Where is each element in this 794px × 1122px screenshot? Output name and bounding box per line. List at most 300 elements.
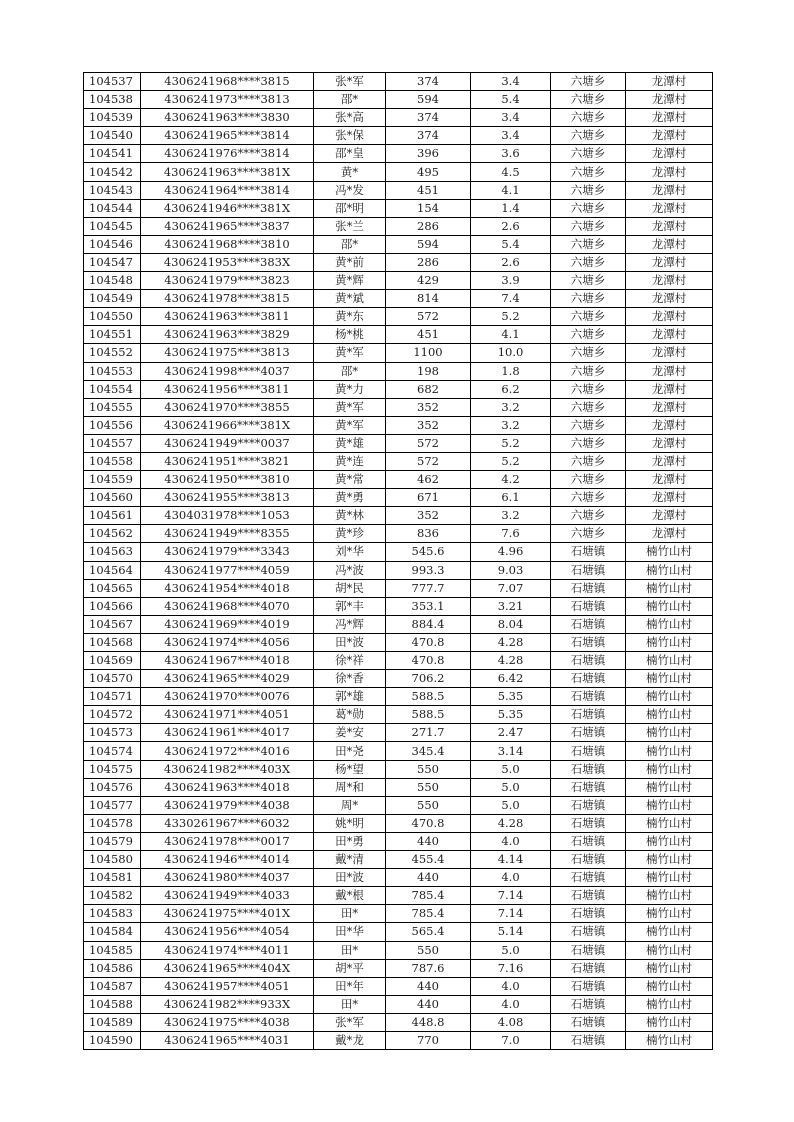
village-cell: 龙潭村 [626, 163, 713, 181]
amount-cell: 814 [386, 290, 471, 308]
table-body [84, 73, 713, 1050]
table-row [84, 633, 713, 651]
name-cell: 黄*珍 [314, 525, 386, 543]
table-row [84, 489, 713, 507]
table-row [84, 380, 713, 398]
township-cell: 石塘镇 [551, 706, 626, 724]
village-cell: 楠竹山村 [626, 778, 713, 796]
table-row [84, 760, 713, 778]
amount-cell: 286 [386, 217, 471, 235]
row-id-cell: 104570 [84, 670, 141, 688]
id-number-cell: 4306241979****3823 [141, 272, 314, 290]
township-cell: 石塘镇 [551, 796, 626, 814]
area-cell: 8.04 [471, 615, 551, 633]
row-id-cell: 104547 [84, 253, 141, 271]
name-cell: 张*兰 [314, 217, 386, 235]
village-cell: 龙潭村 [626, 308, 713, 326]
amount-cell: 271.7 [386, 724, 471, 742]
amount-cell: 352 [386, 416, 471, 434]
id-number-cell: 4306241975****4038 [141, 1013, 314, 1031]
area-cell: 7.4 [471, 290, 551, 308]
id-number-cell: 4306241955****3813 [141, 489, 314, 507]
village-cell: 龙潭村 [626, 290, 713, 308]
township-cell: 六塘乡 [551, 308, 626, 326]
township-cell: 石塘镇 [551, 670, 626, 688]
name-cell: 黄*力 [314, 380, 386, 398]
amount-cell: 451 [386, 181, 471, 199]
township-cell: 六塘乡 [551, 199, 626, 217]
amount-cell: 429 [386, 272, 471, 290]
amount-cell: 440 [386, 869, 471, 887]
name-cell: 邵* [314, 235, 386, 253]
name-cell: 田*年 [314, 977, 386, 995]
row-id-cell: 104574 [84, 742, 141, 760]
area-cell: 2.6 [471, 217, 551, 235]
id-number-cell: 4306241969****4019 [141, 615, 314, 633]
area-cell: 4.28 [471, 633, 551, 651]
name-cell: 徐*祥 [314, 652, 386, 670]
id-number-cell: 4306241963****3829 [141, 326, 314, 344]
table-row [84, 941, 713, 959]
id-number-cell: 4306241963****3811 [141, 308, 314, 326]
table-row [84, 253, 713, 271]
name-cell: 黄*军 [314, 344, 386, 362]
amount-cell: 374 [386, 127, 471, 145]
name-cell: 徐*香 [314, 670, 386, 688]
table-row [84, 452, 713, 470]
id-number-cell: 4306241963****381X [141, 163, 314, 181]
name-cell: 黄*军 [314, 416, 386, 434]
area-cell: 6.2 [471, 380, 551, 398]
village-cell: 楠竹山村 [626, 688, 713, 706]
id-number-cell: 4306241979****3343 [141, 543, 314, 561]
name-cell: 黄*雄 [314, 434, 386, 452]
village-cell: 楠竹山村 [626, 977, 713, 995]
data-table [83, 72, 713, 1050]
amount-cell: 286 [386, 253, 471, 271]
township-cell: 六塘乡 [551, 163, 626, 181]
amount-cell: 374 [386, 109, 471, 127]
row-id-cell: 104583 [84, 905, 141, 923]
amount-cell: 374 [386, 73, 471, 91]
row-id-cell: 104544 [84, 199, 141, 217]
area-cell: 4.1 [471, 181, 551, 199]
id-number-cell: 4306241963****3830 [141, 109, 314, 127]
table-row [84, 959, 713, 977]
amount-cell: 770 [386, 1031, 471, 1049]
row-id-cell: 104588 [84, 995, 141, 1013]
area-cell: 5.14 [471, 923, 551, 941]
name-cell: 田*勇 [314, 832, 386, 850]
row-id-cell: 104559 [84, 471, 141, 489]
amount-cell: 884.4 [386, 615, 471, 633]
row-id-cell: 104550 [84, 308, 141, 326]
village-cell: 楠竹山村 [626, 579, 713, 597]
row-id-cell: 104579 [84, 832, 141, 850]
name-cell: 黄*勇 [314, 489, 386, 507]
village-cell: 楠竹山村 [626, 959, 713, 977]
area-cell: 4.28 [471, 652, 551, 670]
name-cell: 戴*根 [314, 887, 386, 905]
village-cell: 龙潭村 [626, 344, 713, 362]
name-cell: 邵*皇 [314, 145, 386, 163]
name-cell: 黄*前 [314, 253, 386, 271]
name-cell: 姜*安 [314, 724, 386, 742]
area-cell: 5.35 [471, 706, 551, 724]
name-cell: 黄* [314, 163, 386, 181]
table-row [84, 398, 713, 416]
township-cell: 六塘乡 [551, 290, 626, 308]
township-cell: 六塘乡 [551, 73, 626, 91]
row-id-cell: 104539 [84, 109, 141, 127]
row-id-cell: 104577 [84, 796, 141, 814]
row-id-cell: 104558 [84, 452, 141, 470]
row-id-cell: 104572 [84, 706, 141, 724]
village-cell: 楠竹山村 [626, 543, 713, 561]
table-row [84, 905, 713, 923]
id-number-cell: 4306241964****3814 [141, 181, 314, 199]
name-cell: 戴*龙 [314, 1031, 386, 1049]
id-number-cell: 4330261967****6032 [141, 814, 314, 832]
id-number-cell: 4306241979****4038 [141, 796, 314, 814]
area-cell: 9.03 [471, 561, 551, 579]
row-id-cell: 104538 [84, 91, 141, 109]
township-cell: 六塘乡 [551, 362, 626, 380]
row-id-cell: 104552 [84, 344, 141, 362]
village-cell: 龙潭村 [626, 199, 713, 217]
area-cell: 7.14 [471, 887, 551, 905]
row-id-cell: 104590 [84, 1031, 141, 1049]
table-row [84, 543, 713, 561]
table-row [84, 344, 713, 362]
village-cell: 龙潭村 [626, 507, 713, 525]
table-row [84, 724, 713, 742]
village-cell: 楠竹山村 [626, 633, 713, 651]
row-id-cell: 104537 [84, 73, 141, 91]
area-cell: 7.6 [471, 525, 551, 543]
name-cell: 黄*斌 [314, 290, 386, 308]
row-id-cell: 104555 [84, 398, 141, 416]
village-cell: 龙潭村 [626, 272, 713, 290]
id-number-cell: 4306241998****4037 [141, 362, 314, 380]
row-id-cell: 104556 [84, 416, 141, 434]
amount-cell: 588.5 [386, 706, 471, 724]
area-cell: 3.14 [471, 742, 551, 760]
area-cell: 4.08 [471, 1013, 551, 1031]
village-cell: 龙潭村 [626, 416, 713, 434]
area-cell: 2.47 [471, 724, 551, 742]
name-cell: 张*高 [314, 109, 386, 127]
name-cell: 田* [314, 995, 386, 1013]
area-cell: 4.0 [471, 977, 551, 995]
amount-cell: 777.7 [386, 579, 471, 597]
id-number-cell: 4306241972****4016 [141, 742, 314, 760]
township-cell: 六塘乡 [551, 326, 626, 344]
village-cell: 楠竹山村 [626, 796, 713, 814]
area-cell: 5.0 [471, 941, 551, 959]
table-row [84, 163, 713, 181]
table-row [84, 507, 713, 525]
name-cell: 胡*平 [314, 959, 386, 977]
name-cell: 田*波 [314, 869, 386, 887]
id-number-cell: 4306241965****4031 [141, 1031, 314, 1049]
table-row [84, 73, 713, 91]
table-row [84, 434, 713, 452]
table-row [84, 181, 713, 199]
table-row [84, 235, 713, 253]
amount-cell: 451 [386, 326, 471, 344]
id-number-cell: 4306241968****3810 [141, 235, 314, 253]
area-cell: 3.6 [471, 145, 551, 163]
amount-cell: 470.8 [386, 814, 471, 832]
area-cell: 1.4 [471, 199, 551, 217]
id-number-cell: 4306241956****3811 [141, 380, 314, 398]
village-cell: 楠竹山村 [626, 869, 713, 887]
name-cell: 张*军 [314, 1013, 386, 1031]
id-number-cell: 4306241965****3837 [141, 217, 314, 235]
id-number-cell: 4306241973****3813 [141, 91, 314, 109]
row-id-cell: 104540 [84, 127, 141, 145]
row-id-cell: 104566 [84, 597, 141, 615]
amount-cell: 993.3 [386, 561, 471, 579]
id-number-cell: 4306241967****4018 [141, 652, 314, 670]
table-row [84, 290, 713, 308]
area-cell: 3.2 [471, 416, 551, 434]
village-cell: 龙潭村 [626, 489, 713, 507]
name-cell: 黄*东 [314, 308, 386, 326]
area-cell: 4.1 [471, 326, 551, 344]
township-cell: 石塘镇 [551, 832, 626, 850]
table-row [84, 1031, 713, 1049]
row-id-cell: 104562 [84, 525, 141, 543]
township-cell: 六塘乡 [551, 235, 626, 253]
table-row [84, 109, 713, 127]
amount-cell: 565.4 [386, 923, 471, 941]
table-row [84, 995, 713, 1013]
id-number-cell: 4306241978****0017 [141, 832, 314, 850]
amount-cell: 588.5 [386, 688, 471, 706]
area-cell: 3.21 [471, 597, 551, 615]
row-id-cell: 104542 [84, 163, 141, 181]
name-cell: 戴*清 [314, 851, 386, 869]
row-id-cell: 104573 [84, 724, 141, 742]
table-row [84, 670, 713, 688]
table-row [84, 597, 713, 615]
amount-cell: 470.8 [386, 652, 471, 670]
area-cell: 3.2 [471, 398, 551, 416]
row-id-cell: 104563 [84, 543, 141, 561]
area-cell: 3.4 [471, 127, 551, 145]
village-cell: 楠竹山村 [626, 905, 713, 923]
row-id-cell: 104561 [84, 507, 141, 525]
village-cell: 楠竹山村 [626, 1031, 713, 1049]
name-cell: 黄*林 [314, 507, 386, 525]
village-cell: 龙潭村 [626, 73, 713, 91]
area-cell: 5.0 [471, 760, 551, 778]
township-cell: 六塘乡 [551, 525, 626, 543]
id-number-cell: 4306241965****404X [141, 959, 314, 977]
area-cell: 7.16 [471, 959, 551, 977]
township-cell: 石塘镇 [551, 742, 626, 760]
name-cell: 田*波 [314, 633, 386, 651]
table-row [84, 832, 713, 850]
amount-cell: 594 [386, 235, 471, 253]
id-number-cell: 4306241949****0037 [141, 434, 314, 452]
name-cell: 冯*辉 [314, 615, 386, 633]
village-cell: 龙潭村 [626, 326, 713, 344]
id-number-cell: 4306241971****4051 [141, 706, 314, 724]
amount-cell: 550 [386, 778, 471, 796]
amount-cell: 785.4 [386, 887, 471, 905]
area-cell: 1.8 [471, 362, 551, 380]
township-cell: 石塘镇 [551, 941, 626, 959]
table-row [84, 742, 713, 760]
area-cell: 5.4 [471, 91, 551, 109]
name-cell: 田* [314, 905, 386, 923]
id-number-cell: 4306241963****4018 [141, 778, 314, 796]
township-cell: 六塘乡 [551, 253, 626, 271]
area-cell: 4.96 [471, 543, 551, 561]
id-number-cell: 4306241946****4014 [141, 851, 314, 869]
name-cell: 周* [314, 796, 386, 814]
table-row [84, 778, 713, 796]
village-cell: 龙潭村 [626, 109, 713, 127]
id-number-cell: 4306241976****3814 [141, 145, 314, 163]
township-cell: 石塘镇 [551, 887, 626, 905]
village-cell: 楠竹山村 [626, 995, 713, 1013]
township-cell: 六塘乡 [551, 471, 626, 489]
area-cell: 4.28 [471, 814, 551, 832]
township-cell: 六塘乡 [551, 217, 626, 235]
row-id-cell: 104564 [84, 561, 141, 579]
id-number-cell: 4306241982****403X [141, 760, 314, 778]
area-cell: 3.2 [471, 507, 551, 525]
id-number-cell: 4306241968****3815 [141, 73, 314, 91]
township-cell: 石塘镇 [551, 977, 626, 995]
amount-cell: 345.4 [386, 742, 471, 760]
village-cell: 楠竹山村 [626, 887, 713, 905]
id-number-cell: 4306241949****8355 [141, 525, 314, 543]
id-number-cell: 4306241953****383X [141, 253, 314, 271]
table-row [84, 471, 713, 489]
township-cell: 石塘镇 [551, 615, 626, 633]
township-cell: 石塘镇 [551, 543, 626, 561]
id-number-cell: 4306241949****4033 [141, 887, 314, 905]
row-id-cell: 104582 [84, 887, 141, 905]
id-number-cell: 4306241980****4037 [141, 869, 314, 887]
id-number-cell: 4306241956****4054 [141, 923, 314, 941]
row-id-cell: 104554 [84, 380, 141, 398]
village-cell: 楠竹山村 [626, 706, 713, 724]
name-cell: 刘*华 [314, 543, 386, 561]
village-cell: 楠竹山村 [626, 652, 713, 670]
row-id-cell: 104543 [84, 181, 141, 199]
township-cell: 石塘镇 [551, 561, 626, 579]
amount-cell: 448.8 [386, 1013, 471, 1031]
row-id-cell: 104581 [84, 869, 141, 887]
row-id-cell: 104575 [84, 760, 141, 778]
township-cell: 六塘乡 [551, 416, 626, 434]
table-row [84, 814, 713, 832]
amount-cell: 671 [386, 489, 471, 507]
row-id-cell: 104545 [84, 217, 141, 235]
name-cell: 杨*望 [314, 760, 386, 778]
name-cell: 胡*民 [314, 579, 386, 597]
id-number-cell: 4306241954****4018 [141, 579, 314, 597]
township-cell: 六塘乡 [551, 398, 626, 416]
row-id-cell: 104585 [84, 941, 141, 959]
township-cell: 石塘镇 [551, 905, 626, 923]
township-cell: 六塘乡 [551, 272, 626, 290]
name-cell: 邵*明 [314, 199, 386, 217]
amount-cell: 440 [386, 832, 471, 850]
village-cell: 龙潭村 [626, 362, 713, 380]
id-number-cell: 4306241957****4051 [141, 977, 314, 995]
township-cell: 六塘乡 [551, 380, 626, 398]
row-id-cell: 104587 [84, 977, 141, 995]
id-number-cell: 4306241974****4011 [141, 941, 314, 959]
row-id-cell: 104549 [84, 290, 141, 308]
table-row [84, 796, 713, 814]
amount-cell: 352 [386, 398, 471, 416]
township-cell: 石塘镇 [551, 688, 626, 706]
village-cell: 龙潭村 [626, 127, 713, 145]
village-cell: 楠竹山村 [626, 760, 713, 778]
amount-cell: 836 [386, 525, 471, 543]
township-cell: 六塘乡 [551, 507, 626, 525]
table-row [84, 1013, 713, 1031]
name-cell: 黄*辉 [314, 272, 386, 290]
village-cell: 龙潭村 [626, 398, 713, 416]
id-number-cell: 4306241965****4029 [141, 670, 314, 688]
township-cell: 六塘乡 [551, 181, 626, 199]
township-cell: 六塘乡 [551, 91, 626, 109]
village-cell: 楠竹山村 [626, 615, 713, 633]
table-row [84, 326, 713, 344]
area-cell: 3.9 [471, 272, 551, 290]
village-cell: 龙潭村 [626, 91, 713, 109]
table-row [84, 579, 713, 597]
row-id-cell: 104589 [84, 1013, 141, 1031]
amount-cell: 154 [386, 199, 471, 217]
area-cell: 5.2 [471, 452, 551, 470]
row-id-cell: 104578 [84, 814, 141, 832]
id-number-cell: 4306241961****4017 [141, 724, 314, 742]
name-cell: 黄*军 [314, 398, 386, 416]
id-number-cell: 4304031978****1053 [141, 507, 314, 525]
row-id-cell: 104546 [84, 235, 141, 253]
row-id-cell: 104580 [84, 851, 141, 869]
village-cell: 龙潭村 [626, 380, 713, 398]
id-number-cell: 4306241966****381X [141, 416, 314, 434]
id-number-cell: 4306241982****933X [141, 995, 314, 1013]
village-cell: 龙潭村 [626, 452, 713, 470]
area-cell: 10.0 [471, 344, 551, 362]
amount-cell: 550 [386, 796, 471, 814]
area-cell: 4.5 [471, 163, 551, 181]
township-cell: 石塘镇 [551, 869, 626, 887]
township-cell: 石塘镇 [551, 724, 626, 742]
amount-cell: 440 [386, 995, 471, 1013]
id-number-cell: 4306241970****0076 [141, 688, 314, 706]
area-cell: 4.2 [471, 471, 551, 489]
id-number-cell: 4306241946****381X [141, 199, 314, 217]
table-row [84, 977, 713, 995]
amount-cell: 550 [386, 760, 471, 778]
id-number-cell: 4306241950****3810 [141, 471, 314, 489]
area-cell: 3.4 [471, 73, 551, 91]
village-cell: 楠竹山村 [626, 941, 713, 959]
